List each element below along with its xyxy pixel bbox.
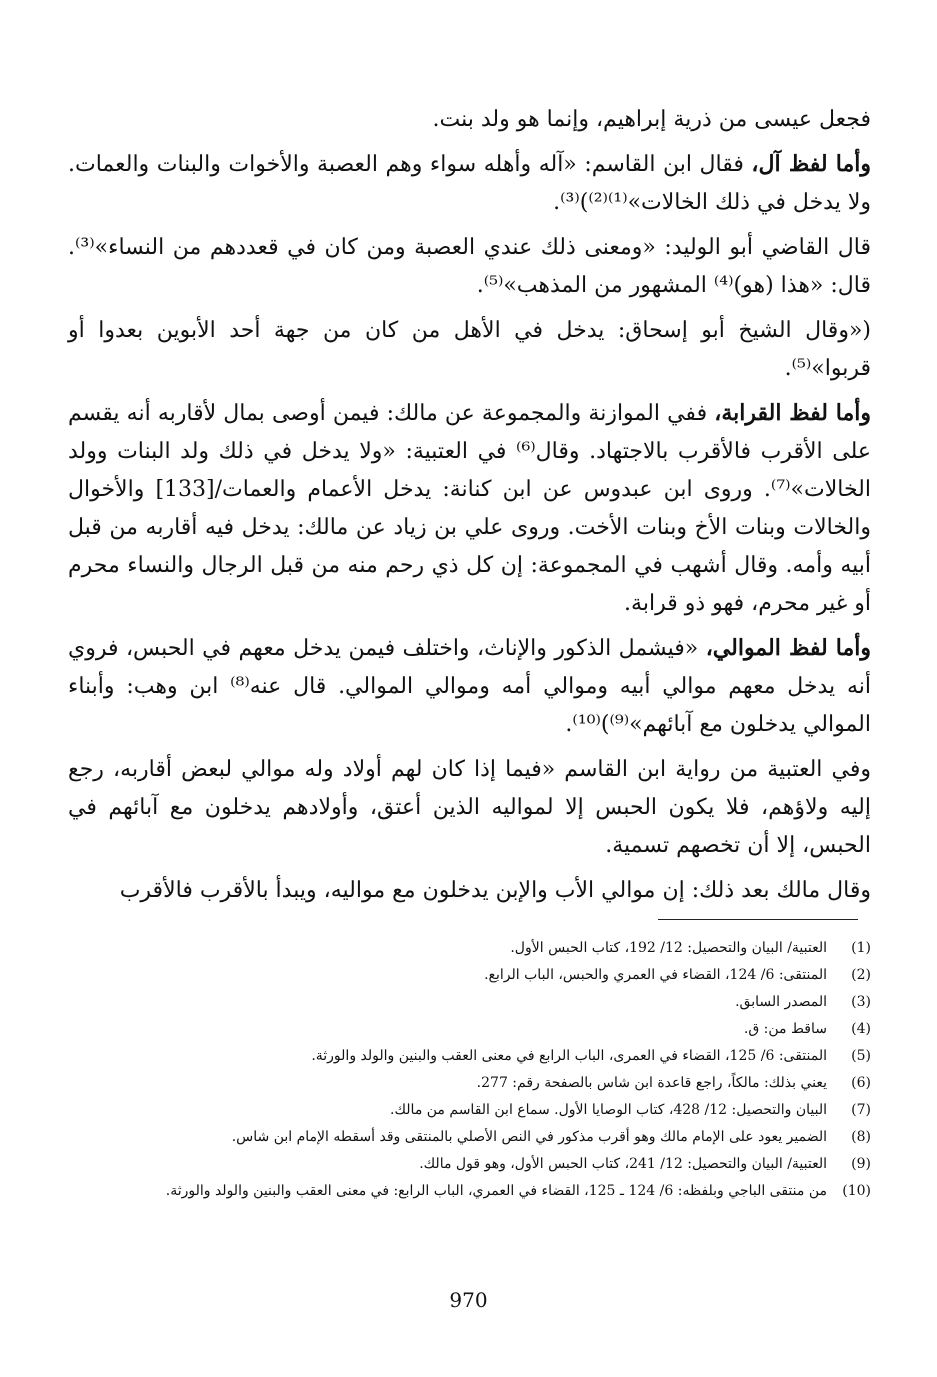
footnote <box>68 1124 871 1151</box>
footnote <box>68 1043 871 1070</box>
footnote-text: المصدر السابق. <box>735 994 827 1010</box>
paragraph-text: ففي الموازنة والمجموعة عن مالك: فيمن أوصى بمال لأقاربه أنه يقسم على الأقرب فالأقرب بالاجتهاد. وقال⁽⁶⁾ في العتبية: «ولا يدخل في ذلك ولد البنات وولد الخالات»⁽⁷⁾. وروى ابن عبدوس عن ابن كنانة: يدخل الأعمام والعمات/[133] والأخوال والخالات وبنات الأخ وبنات الأخت. وروى علي بن زياد عن مالك: يدخل فيه أقاربه من قبل أبيه وأمه. وقال أشهب في المجموعة: إن كل ذي رحم منه من قبل الرجال والنساء محرم أو غير محرم، فهو ذو قرابة. <box>68 401 872 616</box>
footnote-text: يعني بذلك: مالكاً، راجع قاعدة ابن شاس بالصفحة رقم: 277. <box>476 1075 827 1091</box>
paragraph-8 <box>68 871 871 910</box>
footnote-number: (6) <box>851 1075 871 1091</box>
footnote-text: العتبية/ البيان والتحصيل: 12/ 241، كتاب الحبس الأول، وهو قول مالك. <box>419 1156 827 1172</box>
paragraph-7 <box>68 750 871 865</box>
paragraph-text: وقال مالك بعد ذلك: إن موالي الأب والإبن يدخلون مع مواليه، ويبدأ بالأقرب فالأقرب <box>119 878 871 903</box>
paragraph-1 <box>68 100 871 139</box>
footnote-number: (3) <box>851 994 871 1010</box>
footnote-text: ساقط من: ق. <box>743 1021 827 1037</box>
footnote-number: (8) <box>851 1129 871 1145</box>
footnote-text: البيان والتحصيل: 12/ 428، كتاب الوصايا الأول. سماع ابن القاسم من مالك. <box>390 1102 827 1118</box>
paragraph-2 <box>68 145 871 222</box>
paragraph-lead: وأما لفظ الموالي، <box>705 635 871 661</box>
paragraph-6 <box>68 629 871 744</box>
footnote <box>68 1178 871 1205</box>
footnotes <box>68 935 871 1205</box>
footnote-text: المنتقى: 6/ 125، القضاء في العمرى، الباب الرابع في معنى العقب والبنين والولد والورثة. <box>311 1048 827 1064</box>
page-number: 970 <box>449 1288 488 1312</box>
paragraph-lead: وأما لفظ آل، <box>751 151 871 177</box>
paragraph-3 <box>68 228 871 305</box>
paragraph-5 <box>68 394 871 623</box>
paragraph-text: وفي العتبية من رواية ابن القاسم «فيما إذا كان لهم أولاد وله موالي لبعض أقاربه، رجع إليه ولاؤهم، فلا يكون الحبس إلا لمواليه الذين أعتق، وأولادهم يدخلون مع آبائهم في الحبس، إلا أن تخصهم تسمية. <box>68 757 871 858</box>
footnote-number: (2) <box>851 967 871 983</box>
footnote-text: المنتقى: 6/ 124، القضاء في العمري والحبس، الباب الرابع. <box>484 967 827 983</box>
footnote-number: (10) <box>842 1183 871 1199</box>
paragraph-lead: وأما لفظ القرابة، <box>714 400 871 426</box>
footnote-number: (4) <box>851 1021 871 1037</box>
paragraph-text: فجعل عيسى من ذرية إبراهيم، وإنما هو ولد بنت. <box>432 107 871 132</box>
paragraph-text: «فيشمل الذكور والإناث، واختلف فيمن يدخل معهم في الحبس، فروي أنه يدخل معهم موالي أبيه وموالي أمه وموالي الموالي. قال عنه⁽⁸⁾ ابن وهب: وأبناء الموالي يدخلون مع آبائهم»⁽⁹⁾)⁽¹⁰⁾. <box>68 636 871 737</box>
footnote-text: الضمير يعود على الإمام مالك وهو أقرب مذكور في النص الأصلي بالمنتقى وقد أسقطه الإمام ابن شاس. <box>231 1129 827 1145</box>
footnote-number: (7) <box>851 1102 871 1118</box>
footnote <box>68 1151 871 1178</box>
footnote <box>68 1070 871 1097</box>
footnote-number: (9) <box>851 1156 871 1172</box>
paragraph-4 <box>68 311 871 388</box>
paragraph-text: قال القاضي أبو الوليد: «ومعنى ذلك عندي العصبة ومن كان في قعددهم من النساء»⁽³⁾. قال: «هذا (هو)⁽⁴⁾ المشهور من المذهب»⁽⁵⁾. <box>68 235 871 298</box>
footnote-text: العتبية/ البيان والتحصيل: 12/ 192، كتاب الحبس الأول. <box>510 940 827 956</box>
footnote <box>68 989 871 1016</box>
main-text <box>68 100 871 910</box>
footnote <box>68 935 871 962</box>
footnote-divider <box>658 919 858 920</box>
footnote-text: من منتقى الباجي وبلفظه: 6/ 124 ـ 125، القضاء في العمري، الباب الرابع: في معنى العقب والبنين والولد والورثة. <box>165 1183 827 1199</box>
paragraph-text: («وقال الشيخ أبو إسحاق: يدخل في الأهل من كان من جهة أحد الأبوين بعدوا أو قربوا»⁽⁵⁾. <box>68 318 871 381</box>
footnote <box>68 1016 871 1043</box>
footnote-number: (5) <box>851 1048 871 1064</box>
footnote-number: (1) <box>851 940 871 956</box>
paragraph-text: فقال ابن القاسم: «آله وأهله سواء وهم العصبة والأخوات والبنات والعمات. ولا يدخل في ذلك الخالات»⁽¹⁾⁽²⁾)⁽³⁾. <box>68 152 871 215</box>
footnote <box>68 1097 871 1124</box>
footnote <box>68 962 871 989</box>
